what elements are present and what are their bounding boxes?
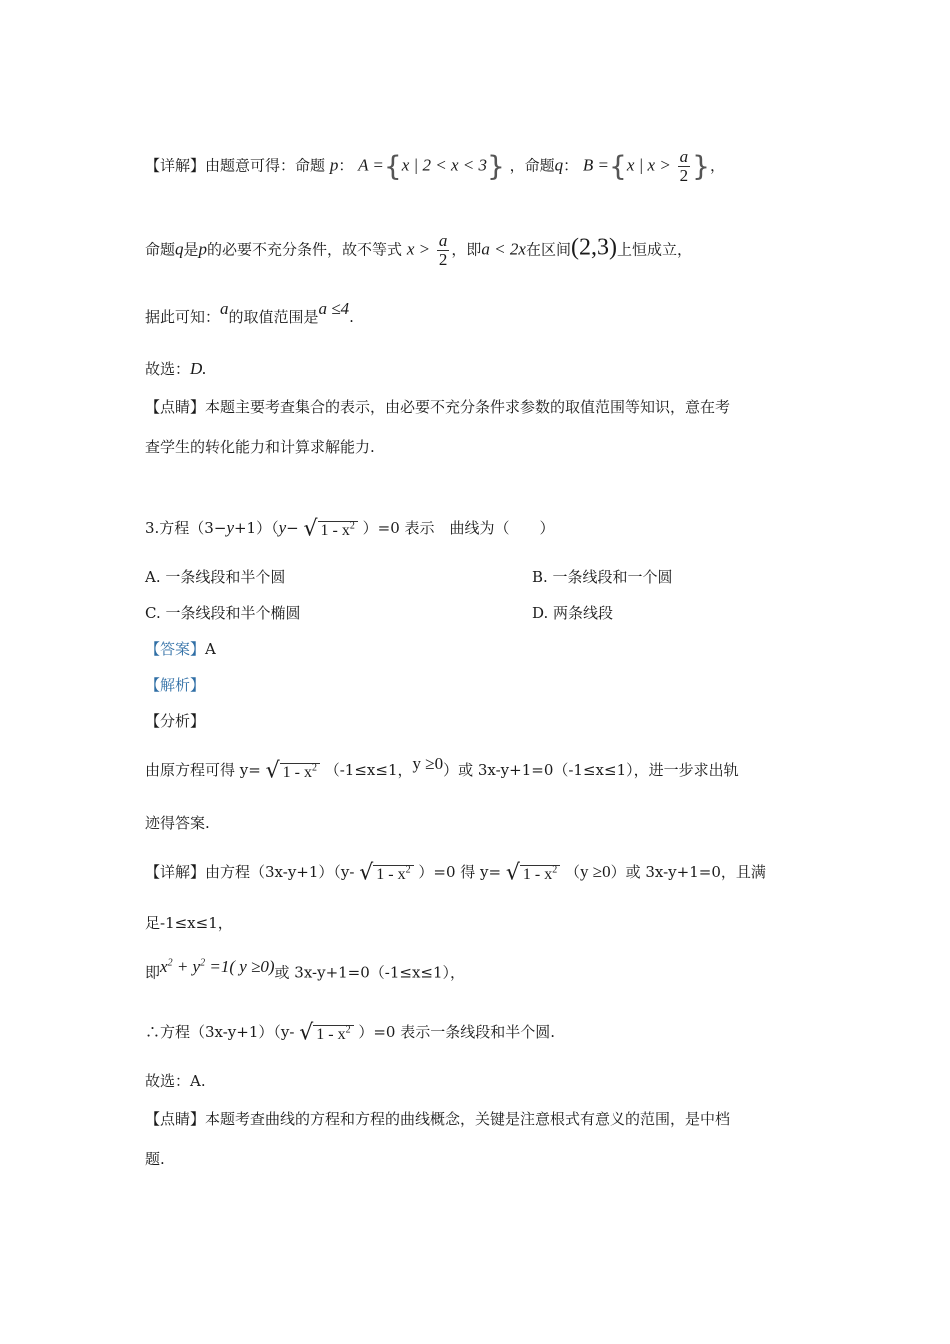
option-d: D. 两条线段 [532,604,614,622]
frac-num: a [438,231,448,250]
choose-line-2: 故选：A. [145,1072,206,1090]
fraction-a-over-2 [678,148,691,185]
option-a: A. 一条线段和半个圆 [145,568,286,586]
sqrt-body [313,1025,353,1043]
radical-icon: √ [265,758,280,784]
text: 或 3x-y+1=0（-1≤x≤1）， [274,963,466,982]
set-b-label: B = [582,155,609,175]
text: 本题主要考查集合的表示，由必要不充分条件求参数的取值范围等知识，意在考 [205,398,731,416]
analysis-tag: 【解析】 [145,676,206,694]
radical-icon: √ [299,1020,314,1046]
exponent: 2 [311,763,317,774]
option-b: B. 一条线段和一个圆 [532,568,673,586]
condition: y ≥0 [580,862,611,882]
sqrt-body [373,865,413,883]
equation-rest: =1( y ≥0) [205,956,275,976]
brace-open: { [383,149,402,183]
math-y: + y [172,956,201,976]
text: 在区间 [525,240,571,259]
exponent: 2 [167,957,173,968]
brace-close: } [486,149,505,183]
conclusion-line [145,1020,555,1046]
text: 由题意可得：命题 [205,156,326,175]
sqrt-expression [299,1020,353,1046]
sqrt-text: 1 - x [282,764,312,782]
text: 由方程（3x-y+1）（y- [205,863,355,882]
detail-tag: 【详解】 [145,156,206,175]
condition: y ≥0 [412,754,444,774]
text: 本题考查曲线的方程和方程的曲线概念，关键是注意根式有意义的范围，是中档 [205,1110,731,1128]
range: a ≤4 [318,299,350,318]
text: 上恒成立， [616,240,692,259]
text: 由原方程可得 y= [145,761,261,780]
radical-icon: √ [359,860,374,886]
comment-line-1 [145,396,730,418]
sqrt-expression [266,758,320,784]
inequality: x > [406,239,431,259]
sqrt-text: 1 - x [320,522,350,540]
text: ）或 3x-y+1=0，且满 [610,863,766,882]
brace-close: } [692,149,710,183]
text: 查学生的转化能力和计算求解能力. [145,438,375,456]
detail-line-3 [145,299,354,328]
text: 的取值范围是 [228,308,319,326]
set-b-body: x | x > [626,155,671,175]
text: ∴方程（3x-y+1）（y- [145,1023,295,1042]
text: 故选： [145,360,191,378]
text: 的必要不充分条件，故不等式 [207,240,403,259]
detail-line-2 [145,232,692,269]
text: ）或 3x-y+1=0（-1≤x≤1），进一步求出轨 [443,761,739,780]
analysis-line-2: 迹得答案. [145,814,210,832]
exponent: 2 [405,865,411,876]
detail2-line-3 [145,958,465,984]
comment-tag: 【点睛】 [145,1110,206,1128]
text: − [213,519,227,538]
text: ， [709,156,725,175]
fenxi-tag: 【分析】 [145,712,206,730]
interval: (2,3) [570,234,617,261]
frac-den: 2 [679,166,689,185]
answer-line [145,638,216,660]
text: （-1≤x≤1， [324,761,413,780]
sqrt-text: 1 - x [522,866,553,884]
math-x: x [160,956,168,976]
sqrt-text: 1 - x [316,1026,346,1044]
circle-equation [160,957,275,976]
text: − [286,519,299,538]
text: 据此可知： [145,308,221,326]
text: ）=0 表示一条线段和半个圆. [358,1023,556,1042]
sqrt-expression [304,516,358,542]
text: ，命题 [509,156,555,175]
answer-tag: 【答案】 [145,640,206,658]
text: （ [565,863,581,882]
comment-line-2 [145,436,375,458]
answer-value: A [205,640,216,658]
sqrt-expression [506,860,560,886]
math-y: y [226,518,234,538]
detail2-line-1 [145,860,766,886]
sqrt-expression [359,860,413,886]
math-q: q [175,239,184,259]
set-a-label: A = [358,155,384,175]
choose-line [145,358,207,380]
frac-den: 2 [438,250,448,269]
text: ： [338,156,354,175]
exponent: 2 [349,521,355,532]
option-c: C. 一条线段和半个椭圆 [145,604,301,622]
detail-line-1 [145,148,725,185]
exponent: 2 [552,865,558,876]
analysis-line-1 [145,754,739,784]
math-p: p [198,239,208,259]
text: 即 [145,963,161,982]
text: 命题 [145,240,176,259]
sqrt-text: 1 - x [376,866,406,884]
comment2-line-1 [145,1108,730,1130]
text: 是 [183,240,199,259]
sqrt-body [280,763,320,781]
text: ）=0 得 y= [418,863,502,882]
sqrt-body [318,521,358,539]
radical-icon: √ [505,860,520,886]
math-a: a [220,299,229,318]
question-3 [145,516,555,542]
inequality: a < 2x [481,239,526,259]
text: ： [563,156,579,175]
text: . [349,308,354,326]
math-y: y [278,518,287,538]
text: 3.方程（3 [145,519,214,538]
exponent: 2 [345,1025,351,1036]
detail-tag: 【详解】 [145,863,206,882]
frac-num: a [679,147,689,166]
math-p: p [329,155,339,175]
math-q: q [554,155,564,175]
comment2-line-2: 题. [145,1150,165,1168]
text: ）=0 表示 曲线为（ ） [362,519,555,538]
radical-icon: √ [303,516,318,542]
comment-tag: 【点睛】 [145,398,206,416]
exponent: 2 [200,957,206,968]
answer-letter: D. [190,359,207,378]
sqrt-body [520,865,560,883]
fraction-a-over-2 [437,232,450,269]
text: +1）（ [233,519,279,538]
detail2-line-2: 足-1≤x≤1， [145,914,233,932]
text: ，即 [451,240,482,259]
set-a-body: x | 2 < x < 3 [401,155,487,175]
brace-open: { [609,149,627,183]
